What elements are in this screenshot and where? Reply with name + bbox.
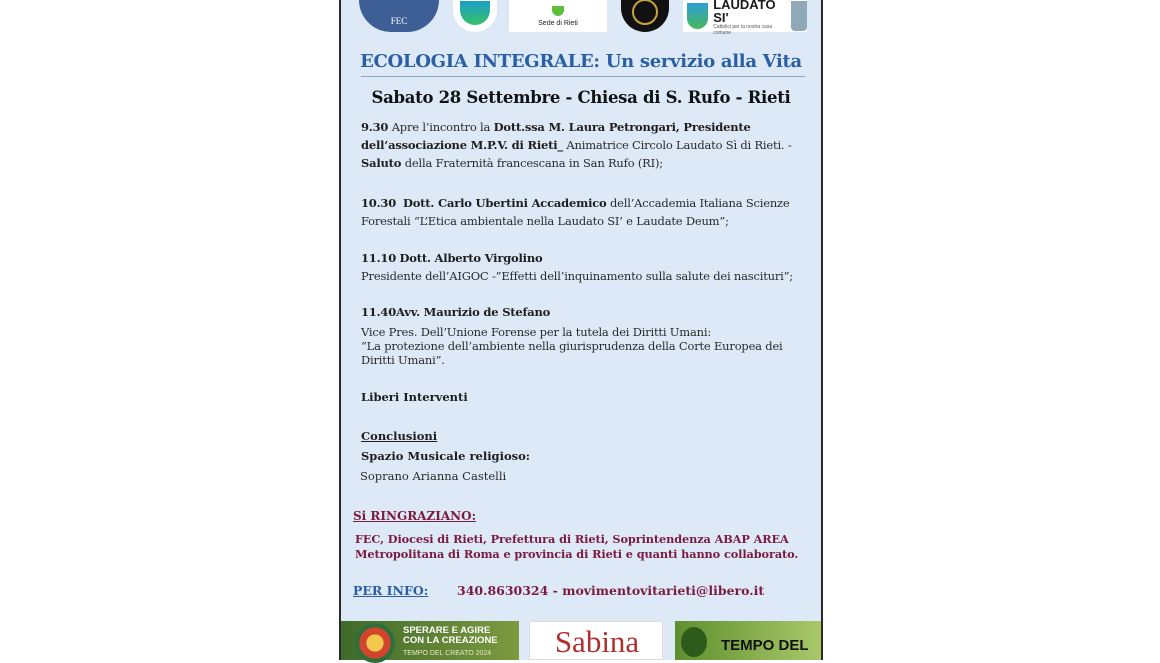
globe-logo (453, 0, 497, 32)
sperare-sub: TEMPO DEL CREATO 2024 (403, 650, 492, 657)
sperare-banner (341, 621, 519, 660)
globe-icon (687, 3, 708, 29)
laudato-logo-line3: Cattolici per la nostra casa comune (713, 23, 773, 36)
free-talks: Liberi Interventi (361, 390, 468, 404)
music-label: Spazio Musicale religioso: (361, 449, 531, 463)
speaker-name: Dott. Carlo Ubertini Accademico (402, 196, 607, 210)
flyer (339, 0, 823, 660)
program-item (361, 303, 813, 367)
program-time: 11.40 (361, 305, 397, 319)
program-text: Vice Pres. Dell’Unione Forense per la tutela dei Diritti Umani: (361, 325, 712, 339)
program-text: Apre l’incontro la (391, 120, 491, 134)
event-title: ECOLOGIA INTEGRALE: Un servizio alla Vita (360, 51, 802, 72)
laudato-logo-line2: LAUDATO SI' (713, 0, 776, 25)
thanks-body: FEC, Diocesi di Rieti, Prefettura di Rieti, Soprintendenza ABAP AREA Metropolitana di Roma e provincia di Rieti e quanti hanno collaborato. (355, 532, 799, 561)
info-label: PER INFO: (353, 583, 429, 598)
program-time: 9.30 (361, 120, 389, 134)
info-contact[interactable]: 340.8630324 - movimentovitarieti@libero.it (457, 583, 765, 598)
mpv-logo-text: Sede di Rieti (538, 19, 578, 27)
sperare-line1: SPERARE E AGIRE (403, 625, 491, 636)
speaker-name: Dott.ssa M. Laura Petrongari, Presidente dell’associazione M.P.V. di Rieti_ (361, 120, 751, 152)
leaf-icon (552, 6, 564, 16)
tree-icon (681, 627, 707, 657)
globe-icon (460, 1, 490, 25)
tempo-text: TEMPO DEL (721, 637, 809, 654)
speaker-name: Avv. Maurizio de Stefano (396, 305, 551, 319)
laudato-si-logo (683, 0, 807, 36)
program-text: dell’Accademia Italiana Scienze Forestali “L’Etica ambientale nella Laudato SI’ e Laudate Deum”; (361, 196, 790, 228)
event-subtitle: Sabato 28 Settembre - Chiesa di S. Rufo - Rieti (371, 88, 791, 107)
greeting-label: Saluto (361, 156, 402, 170)
soprano-name: Soprano Arianna Castelli (360, 469, 507, 483)
sperare-line2: CON LA CREAZIONE (403, 635, 498, 646)
sabina-text: Sabina (554, 624, 640, 659)
sponsor-banners (341, 621, 821, 660)
sabina-banner (529, 621, 663, 660)
program-time: 10.30 (361, 196, 397, 210)
seal-icon (632, 0, 658, 25)
program-text: della Fraternità francescana in San Rufo (RI); (404, 156, 663, 170)
speaker-name: Dott. Alberto Virgolino (399, 251, 543, 265)
program-text: Animatrice Circolo Laudato Sì di Rieti. - (566, 138, 792, 152)
program-text: Presidente dell’AIGOC -”Effetti dell’inquinamento sulla salute dei nascituri”; (361, 269, 793, 283)
fec-logo (359, 0, 439, 32)
fec-logo-text: FEC (390, 16, 408, 26)
program-item (361, 194, 813, 230)
aigoc-logo (621, 0, 669, 32)
logo-strip (341, 0, 821, 36)
statue-icon (791, 1, 807, 31)
program-text: “La protezione dell’ambiente nella giurisprudenza della Corte Europea dei Diritti Umani”. (361, 339, 783, 367)
tempo-banner (675, 621, 821, 660)
conclusions-heading: Conclusioni (361, 429, 438, 443)
program-time: 11.10 (361, 251, 397, 265)
title-divider (361, 76, 805, 77)
program-item (361, 249, 813, 285)
program-item (361, 118, 813, 172)
mpv-logo (509, 0, 607, 32)
thanks-heading: Si RINGRAZIANO: (353, 509, 477, 523)
creation-emblem-icon (355, 623, 395, 663)
